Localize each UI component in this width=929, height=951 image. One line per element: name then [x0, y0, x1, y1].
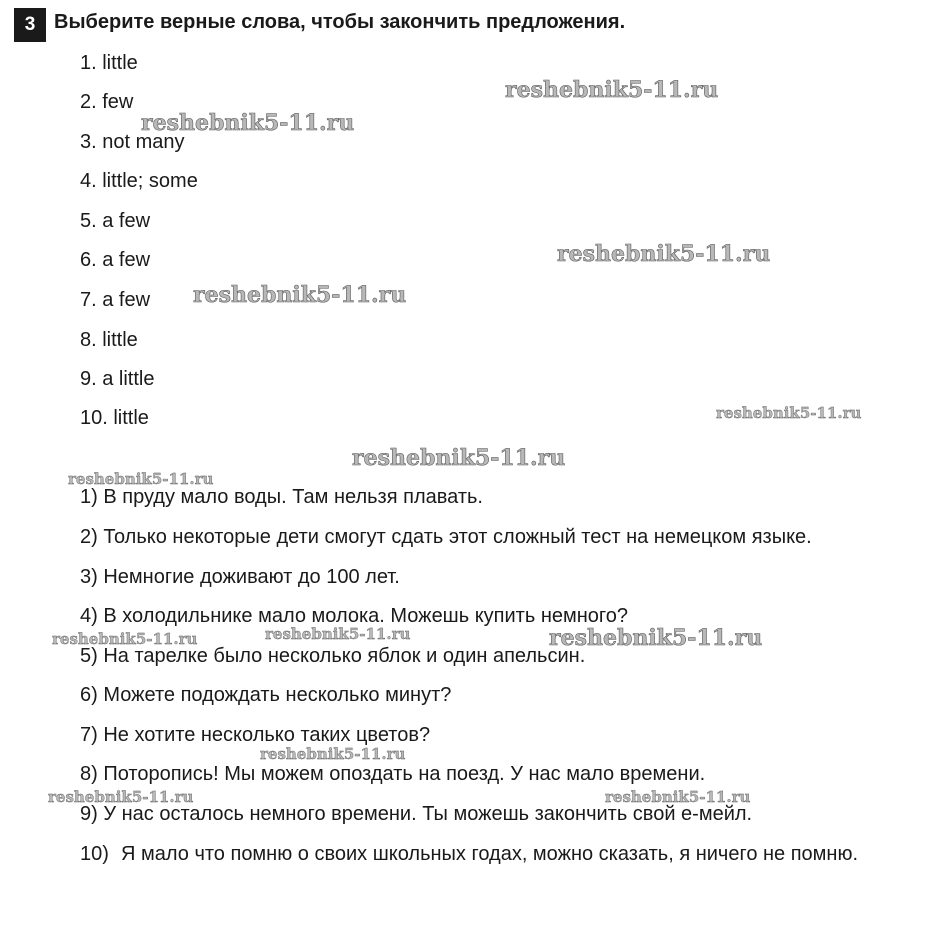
answer-item: 6. a few [80, 249, 151, 271]
watermark: reshebnik5-11.ru [505, 77, 719, 103]
translation-number: 10) [80, 843, 109, 865]
answer-item: 7. a few [80, 289, 151, 311]
watermark: reshebnik5-11.ru [557, 241, 771, 267]
answer-item: 10. little [80, 407, 149, 429]
translation-item: 5) На тарелке было несколько яблок и один апельсин. [80, 645, 586, 667]
watermark: reshebnik5-11.ru [605, 788, 751, 806]
watermark: reshebnik5-11.ru [265, 625, 411, 643]
watermark: reshebnik5-11.ru [48, 788, 194, 806]
watermark: reshebnik5-11.ru [52, 630, 198, 648]
answer-item: 3. not many [80, 131, 185, 153]
translation-item: 4) В холодильнике мало молока. Можешь купить немного? [80, 605, 629, 627]
translation-item: 6) Можете подождать несколько минут? [80, 684, 452, 706]
answer-item: 4. little; some [80, 170, 198, 192]
answer-item: 1. little [80, 52, 138, 74]
translation-item: 9) У нас осталось немного времени. Ты можешь закончить свой е-мейл. [80, 803, 753, 825]
translation-item: 7) Не хотите несколько таких цветов? [80, 724, 431, 746]
translation-item: 8) Поторопись! Мы можем опоздать на поезд. У нас мало времени. [80, 763, 706, 785]
answer-item: 5. a few [80, 210, 151, 232]
watermark: reshebnik5-11.ru [716, 404, 862, 422]
translation-item: 1) В пруду мало воды. Там нельзя плавать. [80, 486, 483, 508]
translation-text: Я мало что помню о своих школьных годах, можно сказать, я ничего не помню. [121, 843, 859, 865]
watermark: reshebnik5-11.ru [68, 470, 214, 488]
answer-item: 8. little [80, 329, 138, 351]
task-number-badge: 3 [14, 8, 46, 42]
watermark: reshebnik5-11.ru [193, 282, 407, 308]
watermark: reshebnik5-11.ru [141, 110, 355, 136]
watermark: reshebnik5-11.ru [549, 625, 763, 651]
watermark: reshebnik5-11.ru [260, 745, 406, 763]
task-instruction: Выберите верные слова, чтобы закончить предложения. [54, 11, 626, 33]
translation-item: 3) Немногие доживают до 100 лет. [80, 566, 400, 588]
translation-item: 2) Только некоторые дети смогут сдать этот сложный тест на немецком языке. [80, 526, 812, 548]
answer-item: 2. few [80, 91, 134, 113]
translation-item-10 [80, 834, 918, 874]
answer-item: 9. a little [80, 368, 155, 390]
watermark: reshebnik5-11.ru [352, 445, 566, 471]
